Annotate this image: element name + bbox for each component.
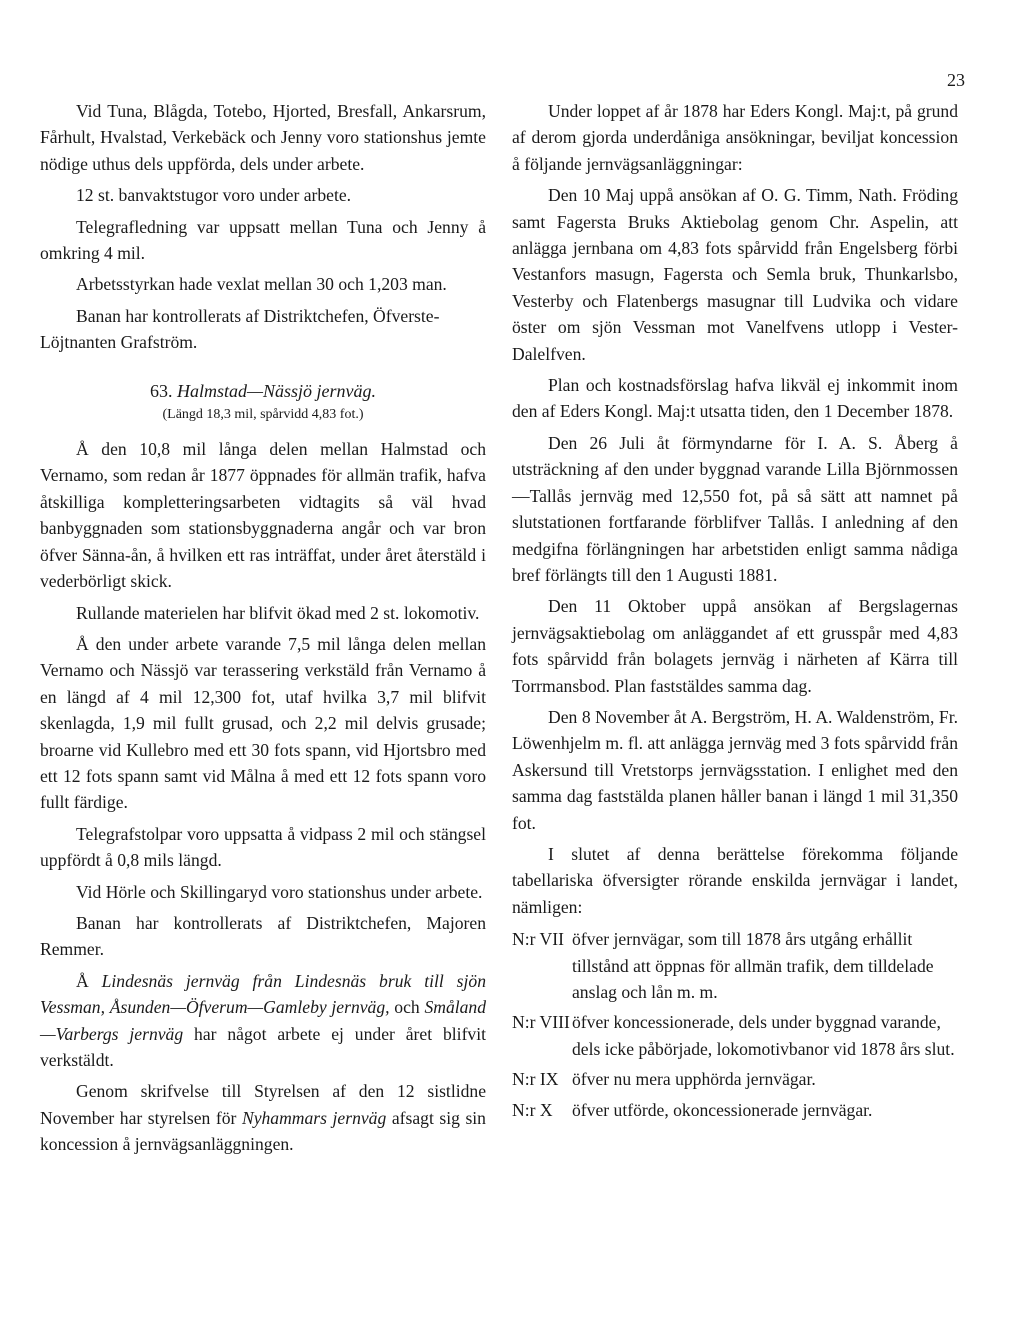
paragraph-telegrafstolpar: Telegrafstolpar voro uppsatta å vidpass 2 mil och stängsel uppfördt å 0,8 mils längd. <box>40 823 486 871</box>
list-item-number: N:r IX <box>512 1069 559 1090</box>
nyhammar-prefix: Genom skrifvelse till Styrelsen af den 12 sistlidne November har styrelsen för <box>40 1081 486 1128</box>
list-item-text: öfver koncessionerade, dels under byggnad varande, dels icke påbörjade, lokomotivbanor vid 1878 års slut. <box>572 1012 955 1059</box>
lindesnas-mid: och <box>389 997 425 1018</box>
list-item <box>512 1066 958 1092</box>
lindesnas-italic-1: Lindesnäs jernväg från Lindesnäs bruk till sjön Vessman, Åsunden—Öfverum—Gamleby jernväg, <box>40 970 486 1018</box>
list-item-text: öfver utförde, okoncessionerade jernvägar. <box>572 1099 873 1120</box>
paragraph-telegraf: Telegrafledning var uppsatt mellan Tuna och Jenny å omkring 4 mil. <box>40 216 486 264</box>
paragraph-plan: Plan och kostnadsförslag hafva likväl ej inkommit inom den af Eders Kongl. Maj:t utsatta tiden, den 1 December 1878. <box>512 375 958 422</box>
paragraph-horle: Vid Hörle och Skillingaryd voro stationshus under arbete. <box>76 881 483 902</box>
page-number: 23 <box>947 70 965 90</box>
list-item-text: öfver nu mera upphörda jernvägar. <box>572 1069 816 1090</box>
lindesnas-italic-2: Småland—Varbergs jernväg <box>40 997 487 1044</box>
paragraph-koncession-intro: Under loppet af år 1878 har Eders Kongl. Maj:t, på grund af derom gjorda underdåniga ansökningar, beviljat koncession å följande jernvägsanläggningar: <box>512 101 958 174</box>
lindesnas-prefix: Å <box>76 970 102 991</box>
paragraph-kontroll-remmer: Banan har kontrollerats af Distriktchefen, Majoren Remmer. <box>40 912 486 960</box>
paragraph-kontroll: Banan har kontrollerats af Distriktchefen, Öfverste-Löjtnanten Grafström. <box>40 305 440 353</box>
table-list <box>512 926 958 1123</box>
list-item <box>512 1097 958 1123</box>
list-item-text: öfver jernvägar, som till 1878 års utgång erhållit tillstånd att öppnas för allmän trafik, dem tilldelade anslag och lån m. m. <box>572 929 934 1002</box>
nyhammar-italic: Nyhammars jernväg <box>241 1107 387 1128</box>
section-heading <box>40 378 486 404</box>
list-item-number: N:r X <box>512 1099 553 1120</box>
paragraph-11-oktober: Den 11 Oktober uppå ansökan af Bergslagernas jernvägsaktiebolag om anläggandet af ett grusspår med 4,83 fots spårvidd från bolagets jernväg i närheten af Kärra till Torrmansbod. Plan faststäldes samma dag. <box>512 596 958 696</box>
list-item <box>512 926 958 1005</box>
section-title: Halmstad—Nässjö jernväg. <box>176 380 376 401</box>
section-subtitle: (Längd 18,3 mil, spårvidd 4,83 fot.) <box>162 407 364 423</box>
paragraph-halmstad-vernamo: Å den 10,8 mil långa delen mellan Halmstad och Vernamo, som redan år 1877 öppnades för allmän trafik, hafva åtskilliga kompletteringsarbeten vidtagits så väl hvad banbyggnaden som stationsbyggnaderna angår och var bron öfver Sänna-ån, å hvilken ett ras inträffat, under året återstäld i vederbörligt skick. <box>40 439 486 592</box>
paragraph-lindesnas <box>40 968 486 1074</box>
paragraph-26-juli: Den 26 Juli åt förmyndarne för I. A. S. Åberg å utsträckning af den under byggnad varande Lilla Björnmossen—Tallås jernväg med 12,550 fot, på så sätt att namnet på slutstationen fortfarande förblifver Tallås. I anledning af den medgifna förlängningen har arbetstiden enligt samma nådiga bref förlängts till den 1 Augusti 1881. <box>512 432 958 585</box>
left-column <box>40 98 486 1163</box>
nyhammar-suffix: afsagt sig sin koncession å jernvägsanläggningen. <box>40 1107 486 1155</box>
paragraph-rullande: Rullande materielen har blifvit ökad med 2 st. lokomotiv. <box>76 602 480 623</box>
section-number: 63. <box>149 380 173 401</box>
paragraph-vernamo-nassjo: Å den under arbete varande 7,5 mil långa delen mellan Vernamo och Nässjö var terassering verkstäld från Vernamo å en längd af 4 mil 12,300 fot, utaf hvilka 3,7 mil blifvit skenlagda, 1,9 mil fullt grusad, och 2,2 mil delvis grusade; broarne vid Kullebro med ett 30 fots spann, vid Hjortsbro med ett 12 fots spann samt vid Målna å med ett 12 fots spann voro fullt färdige. <box>40 633 486 813</box>
paragraph-8-november: Den 8 November åt A. Bergström, H. A. Waldenström, Fr. Löwenhjelm m. fl. att anlägga jernväg med 3 fots spårvidd från Askersund till Vretstorps jernvägsstation. I enlighet med den samma dag faststälda planen håller banan i längd 1 mil 31,350 fot. <box>512 706 958 833</box>
paragraph-arbetsstyrka: Arbetsstyrkan hade vexlat mellan 30 och 1,203 man. <box>76 274 447 295</box>
list-item-number: N:r VIII <box>512 1012 570 1033</box>
paragraph-tabellariska: I slutet af denna berättelse förekomma följande tabellariska öfversigter rörande enskilda jernvägar i landet, nämligen: <box>512 843 958 917</box>
paragraph-nyhammar <box>40 1078 486 1157</box>
list-item-number: N:r VII <box>512 929 564 950</box>
lindesnas-suffix: har något arbete ej under året blifvit verkstäldt. <box>40 1023 486 1070</box>
paragraph-banvaktstugor: 12 st. banvaktstugor voro under arbete. <box>76 185 352 206</box>
paragraph-10-maj: Den 10 Maj uppå ansökan af O. G. Timm, Nath. Fröding samt Fagersta Bruks Aktiebolag genom Chr. Aspelin, att anlägga jernbana om 4,83 fots spårvidd från Engelsberg förbi Vestanfors masugn, Fagersta och Semla bruk, Thunkarlsbo, Vesterby och Flatenbergs masugnar till Ludvika och vidare öster om sjön Vessman mot Vanelfvens utlopp i Vester-Dalelfven. <box>512 185 958 364</box>
paragraph-stations: Vid Tuna, Blågda, Totebo, Hjorted, Bresfall, Ankarsrum, Fårhult, Hvalstad, Verkebäck och Jenny voro stationshus jemte nödige uthus dels uppförda, dels under arbete. <box>40 101 486 174</box>
list-item <box>512 1009 958 1062</box>
right-column <box>512 98 958 1127</box>
